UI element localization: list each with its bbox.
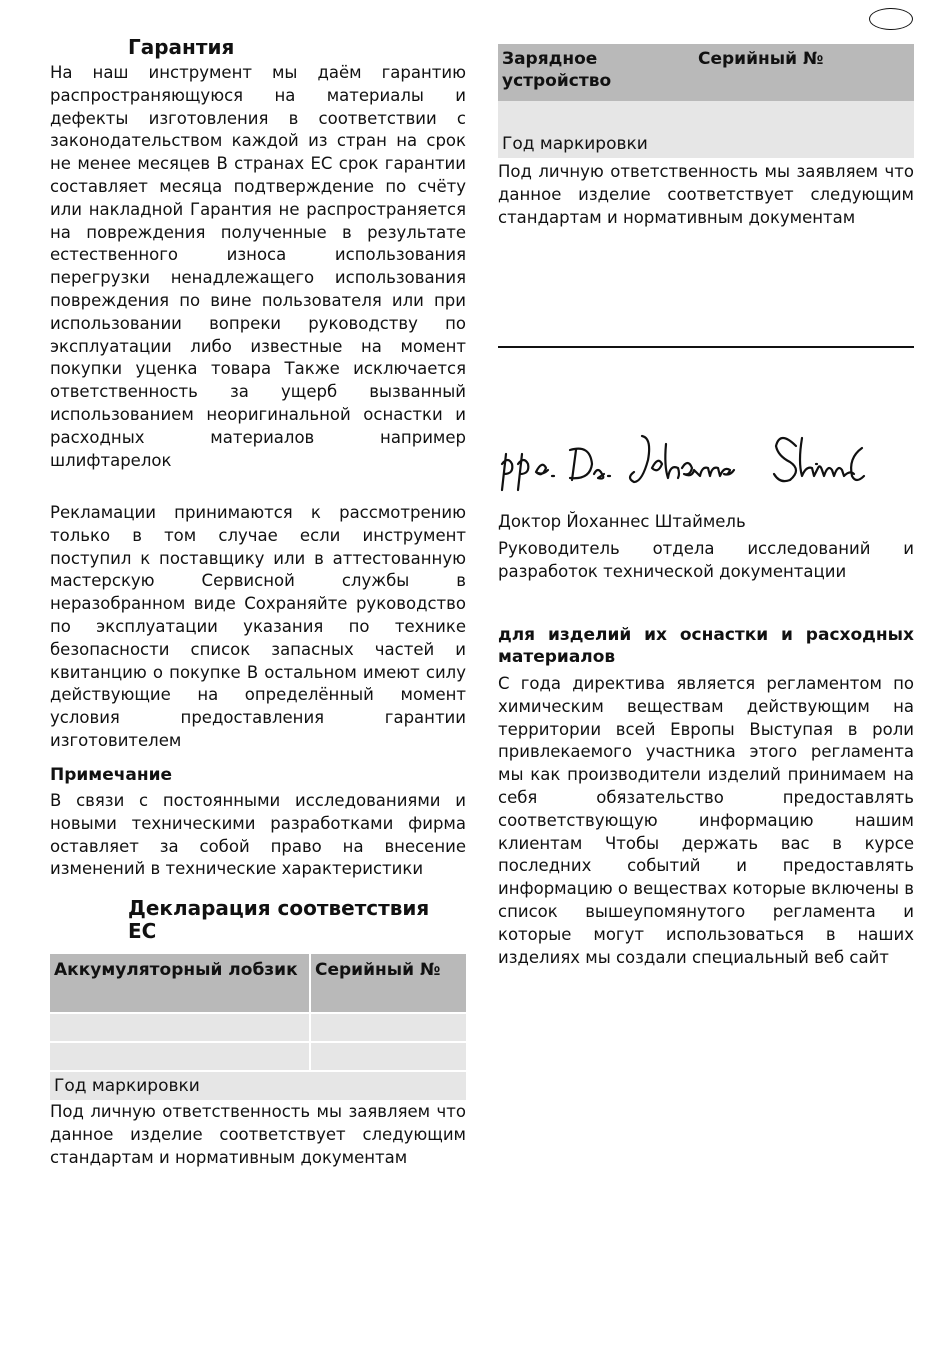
table-cell-empty: [50, 1043, 309, 1070]
product-table: [50, 954, 466, 1100]
declaration-text: Под личную ответственность мы заявляем что данное изделие соответствует следующим стандартам и нормативным документам: [50, 1102, 466, 1167]
serial-number-header: Серийный №: [311, 954, 466, 1012]
table-row: [498, 131, 914, 158]
charger-table: [498, 44, 914, 158]
language-badge-oval: [869, 8, 913, 30]
reach-title: для изделий их оснастки и расходных материалов: [498, 625, 914, 667]
charger-serial-header: Серийный №: [698, 44, 914, 101]
charger-declaration-text: Под личную ответственность мы заявляем что данное изделие соответствует следующим стандартам и нормативным документам: [498, 162, 914, 227]
note-text: В связи с постоянными исследованиями и новыми техническими разработками фирма оставляет за собой право на внесение изменений в технические характеристики: [50, 791, 466, 879]
table-cell-empty: [498, 101, 914, 131]
table-cell-empty: [311, 1043, 466, 1070]
table-cell-empty: [311, 1014, 466, 1041]
product-table-header: [50, 954, 466, 1012]
handwritten-signature-icon: [496, 424, 916, 504]
signatory-position: Руководитель отдела исследований и разработок технической документации: [498, 539, 914, 581]
table-row: [50, 1014, 466, 1041]
table-row: [50, 1072, 466, 1100]
signature-line: [498, 346, 914, 348]
declaration-title: Декларация соответствия ЕС: [128, 896, 430, 943]
charger-name-cell: Зарядное устройство: [498, 44, 698, 101]
warranty-paragraph-2: Рекламации принимаются к рассмотрению только в том случае если инструмент поступил к поставщику или в аттестованную мастерскую Сервисной службы в неразобранном виде Сохраняйте руководство по эксплуатации указания по технике безопасности список запасных частей и квитанцию о покупке В остальном имеют силу действующие на определённый момент условия предоставления гарантии изготовителем: [50, 503, 466, 750]
reach-text: С года директива является регламентом по химическим веществам действующим на территории всей Европы Выступая в роли привлекаемого участника этого регламента мы как производители изделий принимаем на себя обязательство предоставлять соответствующую информацию нашим клиентам Чтобы держать вас в курсе последних событий и предоставлять информацию о веществах которые включены в список вышеупомянутого регламента и которые могут использоваться в наших изделиях мы создали специальный веб сайт: [498, 674, 914, 967]
warranty-paragraph-1: На наш инструмент мы даём гарантию распространяющуюся на материалы и дефекты изготовления в соответствии с законодательством каждой из стран на срок не менее месяцев В странах ЕС срок гарантии составляет месяца подтверждение по счёту или накладной Гарантия не распространяется на повреждения полученные в результате естественного износа использования перегрузки ненадлежащего использования повреждения по вине пользователя или при использовании вопреки руководству по эксплуатации либо известные на момент покупки уценка товара Также исключается ответственность за ущерб вызванный использованием неоригинальной оснастки и расходных материалов например шлифтарелок: [50, 63, 466, 470]
table-cell-empty: [50, 1014, 309, 1041]
charger-table-header: [498, 44, 914, 101]
product-name-cell: Аккумуляторный лобзик: [50, 954, 309, 1012]
year-label-cell: Год маркировки: [50, 1072, 466, 1100]
signatory-name: Доктор Йоханнес Штаймель: [498, 512, 746, 531]
table-row: [50, 1043, 466, 1070]
charger-year-label-cell: Год маркировки: [498, 131, 914, 158]
note-title: Примечание: [50, 765, 173, 785]
warranty-title: Гарантия: [128, 35, 235, 59]
table-row: [498, 101, 914, 131]
